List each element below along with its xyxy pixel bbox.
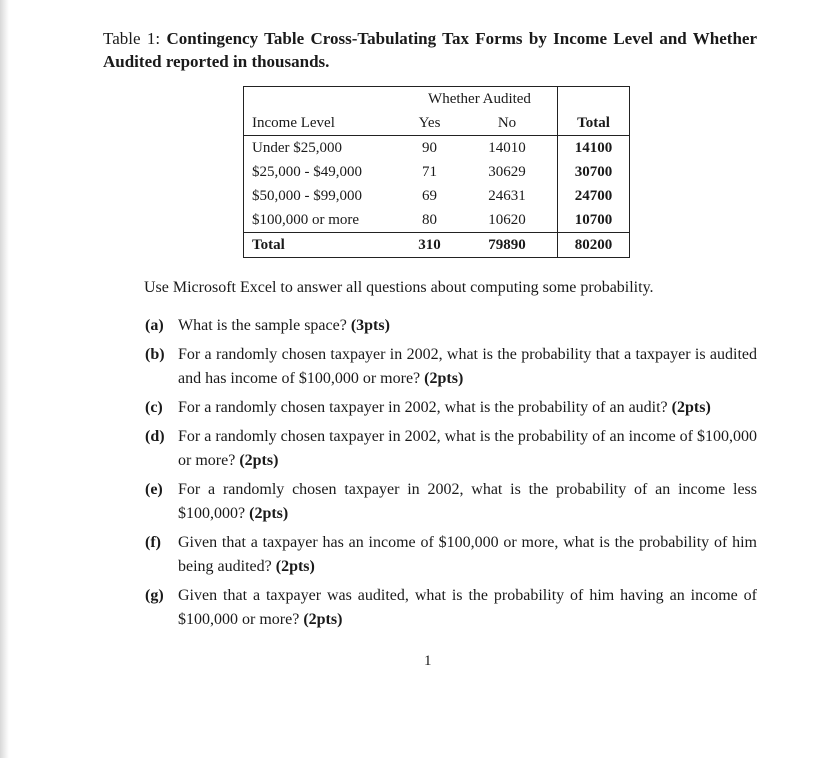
question-item [145,396,757,420]
cell-total: 10700 [558,208,630,233]
cell-no: 30629 [488,164,526,180]
question-text: Given that a taxpayer has an income of $100,000 or more, what is the probability of him being audited? [178,534,757,575]
question-text: Given that a taxpayer was audited, what is the probability of him having an income of $100,000 or more? [178,587,757,628]
question-points: (2pts) [249,505,289,522]
cell-no: 14010 [488,140,526,156]
cell-total: 14100 [558,136,630,161]
table-caption [103,27,757,73]
page-edge-shadow [0,0,9,758]
totals-yes: 310 [402,233,457,258]
header-total: Total [558,111,630,136]
caption-text: Contingency Table Cross-Tabulating Tax Forms by Income Level and Whether Audited reported in thousands. [103,29,758,71]
caption-label: Table 1: [103,29,161,48]
cell-total: 30700 [558,160,630,184]
question-mark: (d) [145,428,165,445]
question-mark: (c) [145,399,163,416]
question-mark: (f) [145,534,161,551]
totals-label: Total [244,233,403,258]
cell-income: $100,000 or more [244,208,403,233]
header-yes: Yes [402,111,457,136]
question-points: (3pts) [350,317,390,334]
question-points: (2pts) [671,399,711,416]
cell-yes: 80 [422,212,437,228]
table-row [244,136,630,161]
question-points: (2pts) [424,370,464,387]
table-row [244,160,630,184]
question-points: (2pts) [239,452,279,469]
question-text: For a randomly chosen taxpayer in 2002, what is the probability of an audit? [178,399,668,416]
cell-income: $50,000 - $99,000 [244,184,403,208]
question-item [145,478,757,526]
question-text: For a randomly chosen taxpayer in 2002, what is the probability that a taxpayer is audited and has income of $100,000 or more? [178,346,757,387]
cell-income: $25,000 - $49,000 [244,160,403,184]
contingency-table [243,86,630,258]
totals-no: 79890 [457,233,558,258]
table-row [244,208,630,233]
question-text: For a randomly chosen taxpayer in 2002, what is the probability of an income of $100,000 or more? [178,428,757,469]
totals-total: 80200 [558,233,630,258]
cell-total: 24700 [558,184,630,208]
header-income: Income Level [244,111,403,136]
page-number: 1 [424,653,432,669]
question-text: What is the sample space? [178,317,347,334]
cell-yes: 90 [422,140,437,156]
cell-no: 10620 [488,212,526,228]
cell-no: 24631 [488,188,526,204]
question-item [145,531,757,579]
question-mark: (e) [145,481,163,498]
question-mark: (a) [145,317,164,334]
question-item [145,584,757,632]
totals-row [244,233,630,258]
question-list [145,314,757,637]
question-item [145,425,757,473]
question-text: For a randomly chosen taxpayer in 2002, what is the probability of an income less $100,000? [178,481,757,522]
question-item [145,314,757,338]
header-no: No [457,111,558,136]
question-mark: (g) [145,587,164,604]
group-header: Whether Audited [402,87,558,112]
cell-yes: 69 [422,188,437,204]
question-item [145,343,757,391]
question-mark: (b) [145,346,165,363]
question-points: (2pts) [275,558,315,575]
instruction-text: Use Microsoft Excel to answer all questions about computing some probability. [144,279,654,296]
table-row [244,184,630,208]
question-points: (2pts) [303,611,343,628]
cell-income: Under $25,000 [244,136,403,161]
cell-yes: 71 [422,164,437,180]
